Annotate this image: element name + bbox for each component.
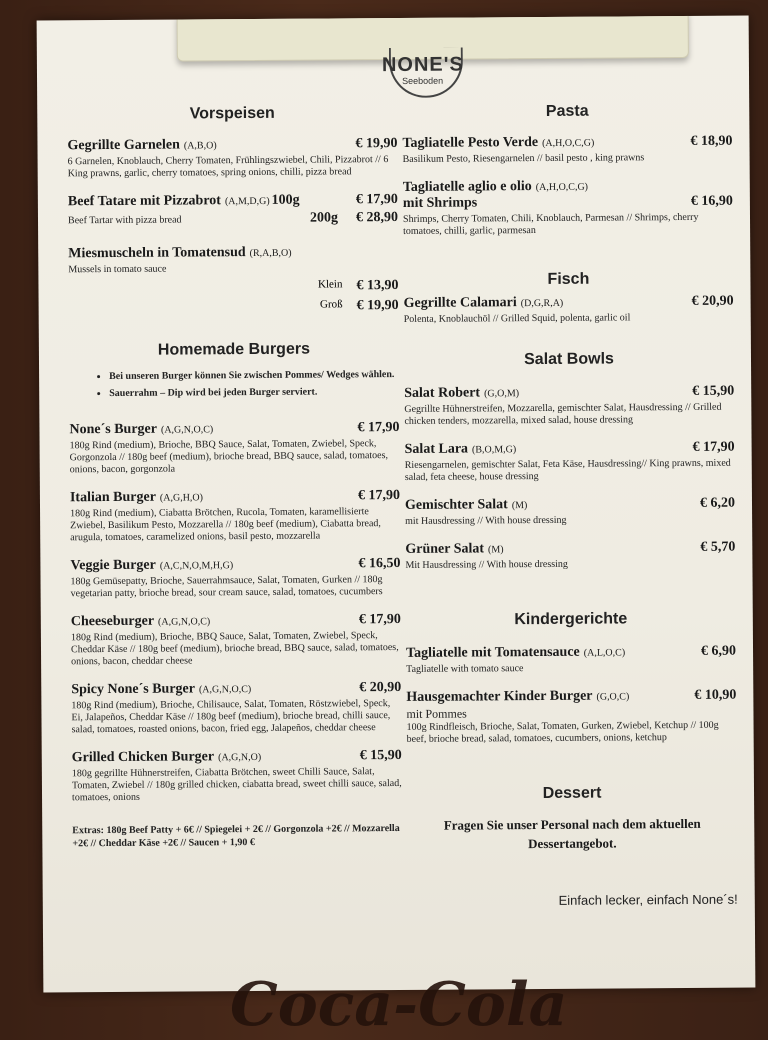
- right-column: [402, 102, 738, 909]
- section-title-burgers: Homemade Burgers: [157, 340, 310, 359]
- item-name: Tagliatelle Pesto Verde (A,H,O,C,G): [402, 134, 595, 151]
- coca-cola-logo: Coca-Cola: [230, 970, 568, 1040]
- item-price: € 5,70: [700, 539, 736, 555]
- item-name: Miesmuscheln in Tomatensud (R,A,B,O): [68, 245, 292, 262]
- item-price: € 20,90: [359, 679, 402, 696]
- item-description: Mit Hausdressing // With house dressing: [405, 558, 568, 571]
- item-description: 180g Gemüsepatty, Brioche, Sauerrahmsauce, Salat, Tomaten, Gurken // 180g vegetarian patty, brioche bread, sour cream sauce, salad, tomatoes, cucumbers: [70, 574, 383, 600]
- section-title-kinder: Kindergerichte: [514, 610, 628, 629]
- menu-item: [72, 748, 402, 804]
- item-price: € 28,90: [355, 209, 399, 226]
- item-name: Gemischter Salat (M): [404, 497, 528, 513]
- item-price: € 15,90: [692, 383, 735, 399]
- item-price: € 17,90: [358, 611, 401, 628]
- item-description: 180g Rind (medium), Brioche, Chilisauce, Salat, Tomaten, Röstzwiebel, Speck, Ei, Jalapeños, Cheddar Käse // 180g beef (medium), brioche bread, chilli sauce, salad, tomatoes, roasted onions, bacon, fried egg, Jalapeños, cheddar cheese: [71, 698, 391, 736]
- restaurant-logo-sub: Seeboden: [402, 75, 444, 86]
- left-column: [67, 104, 402, 850]
- item-name: Grilled Chicken Burger (A,G,N,O): [71, 749, 262, 766]
- section-title-dessert: Dessert: [542, 784, 602, 802]
- item-description: Mussels in tomato sauce: [68, 263, 167, 276]
- item-price: € 17,90: [355, 191, 398, 208]
- section-title-vorspeisen: Vorspeisen: [189, 104, 275, 123]
- item-description: 6 Garnelen, Knoblauch, Cherry Tomaten, Frühlingszwiebel, Chili, Pizzabrot // 6 King prawns, garlic, cherry tomatoes, spring onions, chilli, pizza bread: [67, 154, 389, 180]
- menu-item: [69, 420, 399, 476]
- menu-item: [71, 612, 401, 668]
- item-description: 180g Rind (medium), Brioche, BBQ Sauce, Salat, Tomaten, Zwiebel, Speck, Gorgonzola // 180g beef (medium), brioche bread, BBQ sauce, salad, tomatoes, onions, bacon, gorgonzola: [69, 438, 389, 476]
- menu-item: [404, 294, 734, 326]
- menu-item: [70, 556, 400, 600]
- menu-item: [405, 440, 735, 484]
- item-name: Salat Lara (B,O,M,G): [404, 441, 517, 457]
- size-row: Klein € 13,90: [317, 277, 399, 294]
- item-description: Shrimps, Cherry Tomaten, Chili, Knoblauch, Parmesan // Shrimps, cherry tomatoes, chilli, garlic, parmesan: [402, 211, 699, 237]
- menu-item: [404, 384, 734, 428]
- item-name: Gegrillte Garnelen (A,B,O): [67, 137, 217, 154]
- item-name: Gegrillte Calamari (D,G,R,A): [403, 295, 564, 311]
- menu-item: [406, 688, 736, 746]
- item-name: Veggie Burger (A,C,N,O,M,H,G): [70, 557, 234, 574]
- item-price: € 17,90: [692, 439, 735, 455]
- item-name: Italian Burger (A,G,H,O): [69, 489, 203, 506]
- menu-item: [67, 136, 397, 180]
- menu-item: [405, 496, 735, 528]
- item-price: € 15,90: [359, 747, 402, 764]
- item-description: Riesengarnelen, gemischter Salat, Feta Käse, Hausdressing// King prawns, mixed salad, feta cheese, house dressing: [404, 457, 731, 483]
- burger-notes: [69, 368, 399, 400]
- burger-note: • Bei unseren Burger können Sie zwischen Pommes/ Wedges wählen.: [109, 368, 399, 383]
- item-name-line2: mit Pommes: [406, 706, 467, 721]
- item-price: € 17,90: [357, 487, 400, 504]
- menu-item: [403, 178, 733, 238]
- menu-item: [402, 134, 732, 166]
- menu-item: [68, 244, 398, 316]
- item-description: 180g Rind (medium), Brioche, BBQ Sauce, Salat, Tomaten, Zwiebel, Speck, Cheddar Käse // 180g beef (medium), brioche bread, BBQ sauce, salad, tomatoes, onions, bacon, cheddar cheese: [70, 630, 399, 668]
- menu-item: [71, 680, 401, 736]
- item-price: € 16,90: [690, 193, 733, 209]
- item-name: Beef Tatare mit Pizzabrot (A,M,D,G) 100g: [67, 192, 300, 210]
- item-name: Tagliatelle aglio e olio (A,H,O,C,G): [402, 179, 589, 195]
- item-description: 180g gegrillte Hühnerstreifen, Ciabatta Brötchen, sweet Chilli Sauce, Salat, Tomaten, Zwiebel // 180g grilled chicken, ciabatta bread, sweet chilli sauce, salad, tomatoes, onions: [71, 766, 402, 804]
- item-description: Beef Tartar with pizza bread: [67, 214, 182, 227]
- item-price: € 20,90: [691, 293, 734, 309]
- item-price: € 10,90: [694, 687, 737, 703]
- item-description: Polenta, Knoblauchöl // Grilled Squid, polenta, garlic oil: [403, 312, 631, 325]
- item-price: € 19,90: [355, 135, 398, 152]
- item-description: Gegrillte Hühnerstreifen, Mozzarella, gemischter Salat, Hausdressing // Grilled chicken tenders, mozzarella, mixed salad, house dressing: [404, 401, 722, 427]
- item-name-line2: mit Shrimps: [402, 195, 478, 211]
- menu-item: [406, 644, 736, 676]
- burger-extras: Extras: 180g Beef Patty + 6€ // Spiegelei + 2€ // Gorgonzola +2€ // Mozzarella +2€ // Cheddar Käse +2€ // Saucen + 1,90 €: [72, 822, 400, 850]
- item-name: Grüner Salat (M): [405, 541, 504, 557]
- item-name: Cheeseburger (A,G,N,O,C): [70, 613, 211, 630]
- item-description: 100g Rindfleisch, Brioche, Salat, Tomaten, Gurken, Zwiebel, Ketchup // 100g beef, brioche bread, salad, tomatoes, cucumbers, onions, ketchup: [406, 719, 719, 745]
- restaurant-logo: NONE'S: [381, 53, 464, 77]
- item-name: None´s Burger (A,G,N,O,C): [69, 421, 214, 438]
- section-title-fisch: Fisch: [547, 270, 590, 288]
- tagline: Einfach lecker, einfach None´s!: [558, 891, 738, 908]
- section-title-salat: Salat Bowls: [524, 350, 614, 369]
- burger-note: • Sauerrahm – Dip wird bei jeden Burger serviert.: [109, 385, 399, 400]
- menu-item: Beef Tatare mit Pizzabrot (A,M,D,G) 100g € 17,90 Beef Tartar with pizza bread 200g € 28,90: [67, 191, 399, 227]
- size-row: Groß € 19,90: [319, 297, 399, 314]
- item-price: € 6,20: [699, 495, 736, 511]
- item-description: Basilikum Pesto, Riesengarnelen // basil pesto , king prawns: [402, 152, 645, 165]
- item-name: Spicy None´s Burger (A,G,N,O,C): [71, 681, 252, 698]
- menu-paper: [37, 16, 756, 993]
- menu-item: [70, 488, 400, 544]
- dessert-text: Fragen Sie unser Personal nach dem aktuellen Dessertangebot.: [443, 815, 701, 852]
- item-name: Hausgemachter Kinder Burger (G,O,C): [406, 688, 630, 705]
- item-description: Tagliatelle with tomato sauce: [406, 663, 524, 675]
- item-price: € 17,90: [357, 419, 400, 436]
- item-price: € 16,50: [358, 555, 401, 572]
- item-name: Salat Robert (G,O,M): [404, 385, 520, 401]
- item-price: € 18,90: [690, 133, 733, 149]
- item-name: Tagliatelle mit Tomatensauce (A,L,O,C): [405, 644, 626, 661]
- item-price: € 6,90: [700, 643, 737, 659]
- menu-item: [405, 540, 735, 572]
- section-title-pasta: Pasta: [545, 102, 589, 120]
- item-description: mit Hausdressing // With house dressing: [405, 514, 567, 527]
- item-description: 180g Rind (medium), Ciabatta Brötchen, Rucola, Tomaten, karamellisierte Zwiebel, Basilikum Pesto, Mozzarella // 180g beef (medium), Ciabatta bread, arugula, tomatoes, caramelized onions, basil pesto, mozzarella: [70, 506, 381, 544]
